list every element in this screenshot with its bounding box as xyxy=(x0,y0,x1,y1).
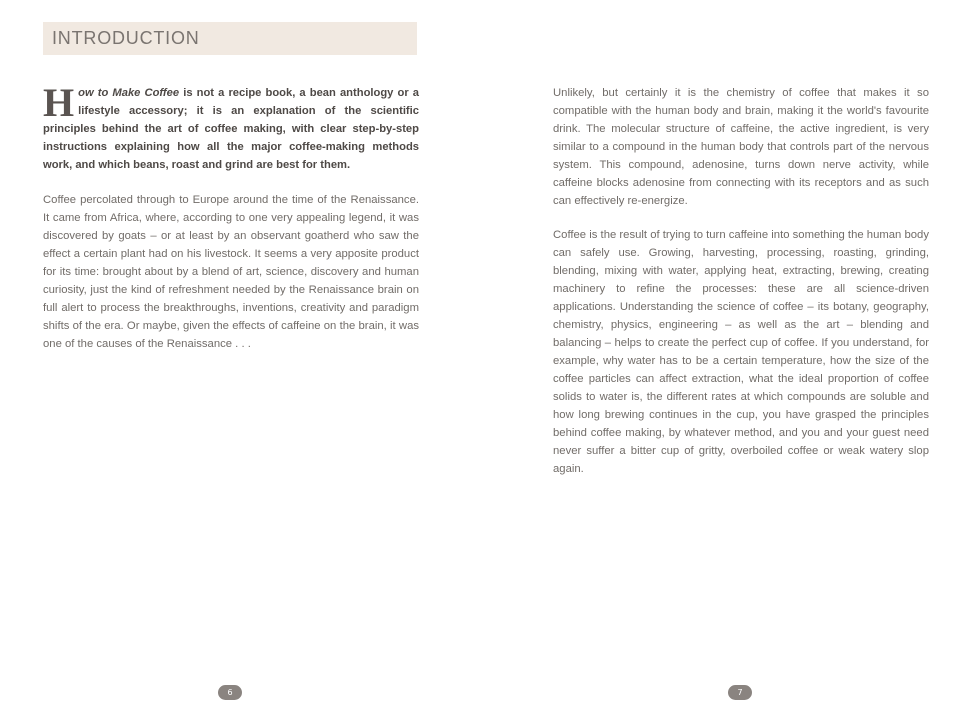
right-paragraph-1: Unlikely, but certainly it is the chemistry of coffee that makes it so compatible with the human body and brain, making it the world's favourite drink. The molecular structure of caffeine, the active ingredient, is very similar to a compound in the human body that controls part of the nervous system. This compound, adenosine, turns down nerve activity, while caffeine blocks adenosine from connecting with its receptors and as such can effectively re-energize. xyxy=(553,87,929,207)
left-paragraph-2: Coffee percolated through to Europe around the time of the Renaissance. It came from Africa, where, according to one very appealing legend, it was discovered by goats – or at least by an observant goatherd who saw the effect a certain plant had on his livestock. It seems a very apposite product for its time: brought about by a blend of art, science, discovery and human curiosity, just the kind of refreshment needed by the Renaissance brain on full alert to process the breakthroughs, inventions, creativity and paradigm shifts of the era. Or maybe, given the effects of caffeine on the brain, it was one of the causes of the Renaissance . . . xyxy=(43,194,419,350)
section-title: INTRODUCTION xyxy=(52,28,200,48)
intro-paragraph xyxy=(43,80,419,174)
section-header xyxy=(43,22,417,55)
right-paragraph-2: Coffee is the result of trying to turn caffeine into something the human body can safely use. Growing, harvesting, processing, roasting, grinding, blending, mixing with water, applying heat, extracting, brewing, creating machinery to refine the processes: these are all science-driven applications. Understanding the science of coffee – its botany, geography, chemistry, physics, engineering – as well as the art – blending and balancing – helps to create the perfect cup of coffee. If you understand, for example, why water has to be a certain temperature, how the size of the coffee particles can affect extraction, what the ideal proportion of coffee solids to water is, the different rates at which compounds are soluble and how long brewing continues in the cup, you have grasped the principles behind coffee making, by whatever method, and you and your guest need never suffer a bitter cup of gritty, overboiled coffee or weak watery slop again. xyxy=(553,229,929,475)
page-number-left: 6 xyxy=(218,685,242,700)
drop-cap: H xyxy=(43,80,75,125)
intro-text: is not a recipe book, a bean anthology or a lifestyle accessory; it is an explanation of the scientific principles behind the art of coffee making, with clear step-by-step instructions explaining how all the major coffee-making methods work, and which beans, roast and grind are best for them. xyxy=(43,87,419,171)
page-number-right: 7 xyxy=(728,685,752,700)
book-title-italic: ow to Make Coffee xyxy=(78,87,180,99)
